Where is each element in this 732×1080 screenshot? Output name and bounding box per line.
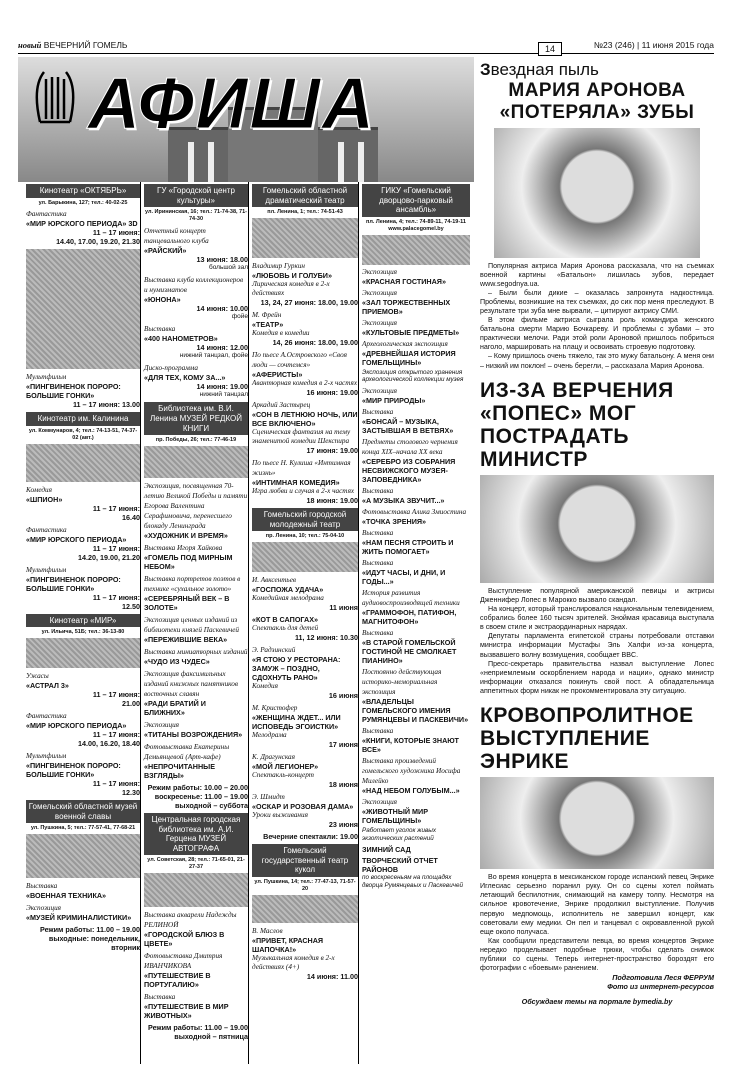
actress-photo: [494, 128, 700, 258]
article-headline: ИЗ-ЗА ВЕРЧЕНИЯ «ПОПЕС» МОГ ПОСТРАДАТЬ МИНИСТР: [480, 378, 674, 471]
article-headline: КРОВОПРОЛИТНОЕ ВЫСТУПЛЕНИЕ ЭНРИКЕ: [480, 703, 694, 774]
opening-hours: Режим работы: 10.00 – 20.00 воскресенье: 11.00 – 19.00 выходной – суббота: [147, 783, 248, 811]
column: [188, 142, 194, 182]
event: Мультфильм «ПИНГВИНЕНОК ПОРОРО: БОЛЬШИЕ ГОНКИ» 11 – 17 июня: 12.50: [26, 565, 140, 611]
article-paragraph: В этом фильме актриса сыграла роль командира женского батальона смерти Марию Бочкареву. И проблемы с зубами – это практически мелочи. Ради этой роли Ароновой пришлось побриться наголо, маршировать на плацу и освоивать строевую подготовку.: [480, 316, 714, 352]
venue-address: ул. Ильича, 51Б; тел.: 36-13-80: [41, 629, 125, 636]
article-headline: МАРИЯ АРОНОВА «ПОТЕРЯЛА» ЗУБЫ: [499, 80, 695, 123]
event: Экспозиция «МУЗЕЙ КРИМИНАЛИСТИКИ»: [26, 904, 132, 923]
venue-address: пр. Ленина, 10; тел.: 75-04-10: [265, 533, 345, 540]
event: Мультфильм «ПИНГВИНЕНОК ПОРОРО: БОЛЬШИЕ ГОНКИ» 11 – 17 июня: 12.30: [26, 752, 140, 798]
article-paragraph: Депутаты парламента египетской страны потребовали отставки министра информации Мустафы Эль Халфи из-за концерта, вызвавшего волну возмущения, сообщает BBC.: [480, 632, 714, 659]
page-number: 14: [538, 42, 562, 56]
event: Э. Радзинский «Я СТОЮ У РЕСТОРАНА: ЗАМУЖ – ПОЗДНО, СДОХНУТЬ РАНО» Комедия 16 июня: [252, 646, 358, 701]
event: Выставка «ПУТЕШЕСТВИЕ В МИР ЖИВОТНЫХ»: [144, 993, 229, 1021]
event: Экспозиция факсимильных изданий книжных памятников восточных славян «РАДИ БРАТИЙ И БЛИЖНИХ»: [144, 670, 238, 718]
article-paragraph: – Кому пришлось очень тяжело, так это мужу батальону. А меня они – низкий им поклон! – очень берегли, – рассказала Мария Аронова.: [480, 352, 714, 370]
event: Фотовыставка Дмитрия ИВАНЧИКОВА «ПУТЕШЕСТВИЕ В ПОРТУГАЛИЮ»: [144, 952, 223, 990]
event: М. Кристофер «ЖЕНЩИНА ЖДЕТ... ИЛИ ИСПОВЕДЬ ЭГОИСТКИ» Мелодрама 17 июня: [252, 704, 358, 750]
opening-hours: Режим работы: 11.00 – 19.00 выходной – пятница: [148, 1023, 248, 1042]
venue-address: ул. Советская, 28; тел.: 71-65-01, 21-27-37: [147, 857, 245, 871]
article-paragraph: Популярная актриса Мария Аронова рассказала, что на съемках военной картины «Батальон» лишилась зубов, передает www.segodnya.ua.: [480, 261, 714, 288]
event: Ужасы «АСТРАЛ 3» 11 – 17 июня: 21.00: [26, 672, 140, 709]
opening-hours: Режим работы: 11.00 – 19.00 выходные: понедельник, вторник: [40, 925, 140, 953]
column-cinemas: [26, 182, 140, 1064]
movie-poster-image: [26, 249, 140, 369]
news-column: [480, 60, 714, 1070]
event: Мультфильм «ПИНГВИНЕНОК ПОРОРО: БОЛЬШИЕ ГОНКИ» 11 – 17 июня: 13.00: [26, 373, 140, 410]
exhibition: Предметы столового чернения конца XIX–начала XX века «СЕРЕБРО ИЗ СОБРАНИЯ НЕСВИЖСКОГО МУЗЕЯ-ЗАПОВЕДНИКА»: [362, 438, 458, 485]
venue-title: Библиотека им. В.И. Ленина МУЗЕЙ РЕДКОЙ КНИГИ: [144, 402, 248, 435]
venue-title: Кинотеатр «МИР»: [26, 614, 140, 628]
exhibition: Экспозиция «ЗАЛ ТОРЖЕСТВЕННЫХ ПРИЕМОВ»: [362, 288, 451, 316]
event: По пьесе Н. Кулиша «Интимная жизнь» «ИНТИМНАЯ КОМЕДИЯ» Игра любви и случая в 2-х частях 18 июня: 19.00: [252, 459, 358, 506]
event: Выставка «ВОЕННАЯ ТЕХНИКА»: [26, 882, 107, 901]
singer-photo: [480, 475, 714, 583]
venue-photo: [252, 218, 358, 258]
article-paragraph: Как сообщили представители певца, во время концертов Энрике нередко проделывает подобные трюки, чтобы сделать снимок публики со сцены. Теперь интернет-пространство бороздят его фотографии с «боевым» ранением.: [480, 936, 714, 972]
venue-address: пл. Ленина, 4; тел.: 74-89-11, 74-19-11 www.palacegomel.by: [366, 218, 466, 232]
exhibition: Выставка «НАМ ПЕСНЯ СТРОИТЬ И ЖИТЬ ПОМОГАЕТ»: [362, 529, 454, 557]
event: Фантастика «МИР ЮРСКОГО ПЕРИОДА» 3D 11 – 17 июня: 14.40, 17.00, 19.20, 21.30: [26, 210, 140, 247]
venue-title: Кинотеатр «ОКТЯБРЬ»: [26, 184, 140, 198]
section-title: Звездная пыль: [480, 60, 599, 79]
venue-title: Гомельский областной музей военной славы: [26, 800, 140, 823]
issue-info: №23 (246) | 11 июня 2015 года: [593, 40, 714, 50]
exhibition: Экспозиция открытого хранения археологической коллекции музея: [362, 368, 464, 384]
exhibition: Выставка «ИДУТ ЧАСЫ, И ДНИ, И ГОДЫ...»: [362, 559, 446, 587]
column: [338, 142, 344, 182]
portal-link[interactable]: Обсуждаем темы на портале bymedia.by: [521, 997, 673, 1007]
venue-photo: [362, 235, 470, 265]
article-paragraph: На концерт, который транслировался национальным телевидением, собрались более 160 тысяч зрителей. Зноймая красавица выступала в своем стиле и экстраординарных нарядах.: [480, 605, 714, 632]
masthead-title: АФИША: [88, 64, 376, 144]
article-paragraph: Пресс-секретарь правительства назвал выступление Лопес «неприемлемым оскорблением народа и нации», однако министр информации отказался покинуть свой пост. А обладательница аппетитных форм никак не прокомментировала эту ситуацию.: [480, 659, 714, 695]
venue-address: пр. Победы, 26; тел.: 77-46-19: [155, 437, 237, 444]
venue-photo: [144, 446, 248, 478]
exhibition: Постоянно действующая историко-мемориальная экспозиция «ВЛАДЕЛЬЦЫ ГОМЕЛЬСКОГО ИМЕНИЯ РУМЯНЦЕВЫ И ПАСКЕВИЧИ»: [362, 668, 469, 725]
column-theatres: [248, 182, 358, 1064]
article-paragraph: – Были были дикие – оказалась запрокнута надкостница. Проблемы, возникшие на тех съемках, до сих пор меня преследуют. В результате три зуба мне вырвали, – цитируют актрису СМИ.: [480, 288, 714, 316]
event: К. Драгунская «МОЙ ЛЕГИОНЕР» Спектакль-концерт 18 июня: [252, 753, 358, 790]
column: [208, 142, 214, 182]
page-header: [18, 40, 714, 54]
photo-credit: Фото из интернет-ресурсов: [607, 982, 714, 992]
event: М. Фрейн «ТЕАТР» Комедия в комедии 14, 26 июня: 18.00, 19.00: [252, 311, 358, 348]
column-palace: [358, 182, 470, 1064]
lyre-icon: [32, 67, 78, 127]
venue-address: ул. Барыкина, 127; тел.: 40-02-25: [38, 199, 128, 206]
article-paragraph: Выступление популярной американской певицы и актрисы Дженнифер Лопес в Марокко вызвало скандал.: [480, 587, 714, 605]
event: Э. Шмидт «ОСКАР И РОЗОВАЯ ДАМА» Уроки выживания 23 июня: [252, 793, 358, 830]
exhibition: Выставка «А МУЗЫКА ЗВУЧИТ...»: [362, 487, 445, 506]
event: Аркадий Застырец «СОН В ЛЕТНЮЮ НОЧЬ, ИЛИ ВСЕ ВКЛЮЧЕНО» Сценическая фантазия на тему знаменитой комедии Шекспира 17 июня: 19.00: [252, 401, 358, 456]
venue-address: ул. Коммунаров, 4; тел.: 74-13-51, 74-37-02 (авт.): [28, 428, 138, 441]
exhibition: Выставка «БОНСАЙ – МУЗЫКА, ЗАСТЫВШАЯ В ВЕТВЯХ»: [362, 408, 454, 436]
venue-title: Центральная городская библиотека им. А.И. Герцена МУЗЕЙ АВТОГРАФА: [144, 813, 248, 855]
author-signature: Подготовила Леся ФЕРРУМ: [612, 973, 714, 983]
exhibition: Экспозиция «ЖИВОТНЫЙ МИР ГОМЕЛЬЩИНЫ»: [362, 798, 428, 826]
venue-title: Гомельский областной драматический театр: [252, 184, 358, 207]
venue-address: ул. Пушкина, 14; тел.: 77-47-13, 71-57-20: [254, 878, 356, 892]
event: Фантастика «МИР ЮРСКОГО ПЕРИОДА» 11 – 17 июня: 14.00, 16.20, 18.40: [26, 712, 140, 749]
venue-photo: [144, 873, 248, 907]
event: Выставка Игоря Хайкова «ГОМЕЛЬ ПОД МИРНЫМ НЕБОМ»: [144, 544, 233, 572]
venue-title: ГИКУ «Гомельский дворцово-парковый ансамбль»: [362, 184, 470, 217]
event: Фотовыставка Екатерины Демьянцевой (Арт-кафе) «НЕПРОЧИТАННЫЕ ВЗГЛЯДЫ»: [144, 743, 230, 781]
column-culture: [140, 182, 248, 1064]
event: Выставка акварели Надежды РЕЛИНОЙ «ГОРОДСКОЙ БЛЮЗ В ЦВЕТЕ»: [144, 911, 237, 949]
event: Владимир Гуркин «ЛЮБОВЬ И ГОЛУБИ» Лирическая комедия в 2-х действиях 13, 24, 27 июня: 18.00, 19.00: [252, 262, 358, 308]
exhibition: История развития аудиовоспроизводящей техники «ГРАММОФОН, ПАТИФОН, МАГНИТОФОН»: [362, 589, 460, 627]
exhibition: ТВОРЧЕСКИЙ ОТЧЕТ РАЙОНОВ по воскресеньям на площадях дворца Румянцевых и Паскевичей: [362, 855, 463, 889]
event: И. Авксентьев «ГОСПОЖА УДАЧА» Комедийная мелодрама 11 июня: [252, 576, 358, 613]
column: [358, 142, 364, 182]
venue-address: ул. Ирининская, 16; тел.: 71-74-38, 71-74-30: [144, 209, 248, 223]
exhibition: ЗИМНИЙ САД: [362, 844, 411, 854]
brand: новый ВЕЧЕРНИЙ ГОМЕЛЬ: [18, 40, 128, 50]
venue-photo: [252, 895, 358, 923]
exhibition: Фотовыставка Алика Змиостина «ТОЧКА ЗРЕНИЯ»: [362, 508, 467, 527]
event: В. Маслов «ПРИВЕТ, КРАСНАЯ ШАПОЧКА!» Музыкальная комедия в 2-х действиях (4+) 14 июня: 11.00: [252, 926, 358, 981]
venue-photo: [26, 444, 140, 482]
evening-shows: Вечерние спектакли: 19.00: [263, 832, 358, 842]
venue-photo: [26, 834, 140, 878]
masthead: [18, 57, 474, 182]
article-paragraph: Во время концерта в мексиканском городе испанский певец Энрике Иглесиас серьезно поранил руку. Он со сцены хотел поймать летающий беспилотник, снимающий на камеру толпу. Несмотря на сильное кровотечение, Энрике продолжил выступление. Получив первую медпомощь, исполнитель не завершил концерт, как советовали ему медики. Он пел и танцевал с окровавленной рукой еще около получаса.: [480, 873, 714, 936]
event: По пьесе А.Островского «Своя люди — сочтемся» «АФЕРИСТЫ» Авантюрная комедия в 2-х частях 16 июня: 19.00: [252, 351, 358, 398]
exhibition: Выставка «В СТАРОЙ ГОМЕЛЬСКОЙ ГОСТИНОЙ НЕ СМОЛКАЕТ ПИАНИНО»: [362, 629, 457, 666]
venue-title: ГУ «Городской центр культуры»: [144, 184, 248, 207]
venue-photo: [252, 542, 358, 572]
exhibition: Выставка «КНИГИ, КОТОРЫЕ ЗНАЮТ ВСЕ»: [362, 727, 459, 755]
venue-title: Гомельский государственный театр кукол: [252, 844, 358, 877]
venue-address: пл. Ленина, 1; тел.: 74-51-43: [267, 209, 343, 216]
event: Фантастика «МИР ЮРСКОГО ПЕРИОДА» 11 – 17 июня: 14.20, 19.00, 21.20: [26, 525, 140, 562]
venue-title: Гомельский городской молодежный театр: [252, 508, 358, 531]
event: Экспозиция, посвященная 70-летию Великой Победы и памяти Егорова Валентина Серафимовича, перенесшего блокаду Ленинграда «ХУДОЖНИК И ВРЕМЯ»: [144, 482, 248, 541]
event: Экспозиция ценных изданий из библиотеки князей Паскевичей «ПЕРЕЖИВШИЕ ВЕКА»: [144, 616, 240, 645]
exhibition: Экспозиция «МИР ПРИРОДЫ»: [362, 387, 426, 406]
event: «КОТ В САПОГАХ» Спектакль для детей 11, 12 июня: 10.30: [252, 615, 358, 643]
event: Диско-программа «ДЛЯ ТЕХ, КОМУ ЗА...» 14 июня: 19.00 нижний танцзал: [144, 364, 248, 399]
exhibition: Выставка произведений гомельского художника Иосифа Милейко «НАД НЕБОМ ГОЛУБЫМ...»: [362, 757, 461, 796]
exhibition: Экспозиция «КРАСНАЯ ГОСТИНАЯ»: [362, 267, 446, 286]
singer-photo: [480, 777, 714, 869]
event: Выставка портретов поэтов в технике «сухальное золото» «СЕРЕБРЯНЫЙ ВЕК – В ЗОЛОТЕ»: [144, 575, 241, 613]
event: Выставка «400 НАНОМЕТРОВ» 14 июня: 12.00 нижний танцзал, фойе: [144, 325, 248, 360]
event: Выставка миниатюрных изданий «ЧУДО ИЗ ЧУДЕС»: [144, 648, 248, 667]
venue-address: ул. Пушкина, 5; тел.: 77-57-41, 77-68-21: [30, 825, 136, 832]
event: Экспозиция «ТИТАНЫ ВОЗРОЖДЕНИЯ»: [144, 721, 243, 740]
venue-title: Кинотеатр им. Калинина: [26, 412, 140, 426]
venue-photo: [26, 638, 140, 668]
event: Отчетный концерт танцевального клуба «РАЙСКИЙ» 13 июня: 18.00 большой зал: [144, 226, 248, 271]
exhibition: Археологическая экспозиция «ДРЕВНЕЙШАЯ ИСТОРИЯ ГОМЕЛЬЩИНЫ»: [362, 339, 456, 367]
exhibition: Работает уголок живых экзотических растений: [362, 827, 437, 843]
event: Комедия «ШПИОН» 11 – 17 июня: 16.40: [26, 485, 140, 522]
event: Выставка клуба коллекционеров и нумизматов «ЮНОНА» 14 июня: 10.00 фойе: [144, 276, 248, 321]
exhibition: Экспозиция «КУЛЬТОВЫЕ ПРЕДМЕТЫ»: [362, 318, 460, 337]
